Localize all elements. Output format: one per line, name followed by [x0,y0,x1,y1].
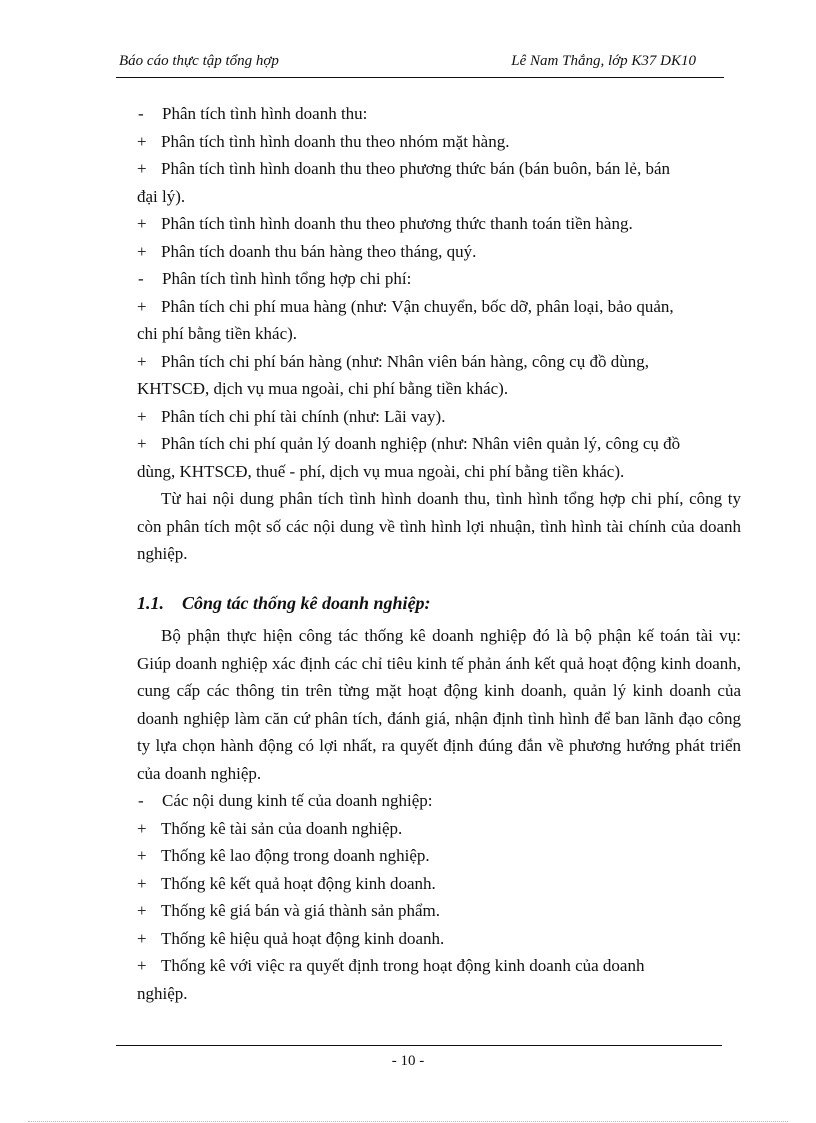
list-item [137,375,741,403]
list-item-text: Phân tích tình hình doanh thu: [162,104,368,123]
list-marker: - [138,791,144,810]
list-item [137,870,741,898]
list-item-text: Phân tích chi phí mua hàng (như: Vận chuyển, bốc dỡ, phân loại, bảo quản, [161,296,674,316]
list-item [137,183,741,211]
section-title: Công tác thống kê doanh nghiệp: [182,593,431,613]
list-marker: + [137,818,147,838]
list-item-text: Thống kê lao động trong doanh nghiệp. [161,846,430,865]
footer-divider [116,1045,722,1046]
list-item-text: Thống kê tài sản của doanh nghiệp. [161,818,403,838]
list-item-text: đại lý). [137,186,186,206]
list-marker: - [138,269,144,288]
list-marker: + [137,131,147,151]
list-marker: + [137,296,147,316]
list-item [137,100,741,128]
list-item-text: Phân tích chi phí tài chính (như: Lãi vay). [161,406,446,426]
list-item [137,897,741,925]
list-item [137,980,741,1008]
list-marker: - [138,104,144,123]
list-item [137,265,741,293]
list-marker: + [137,928,147,948]
paragraph-summary: Từ hai nội dung phân tích tình hình doanh thu, tình hình tổng hợp chi phí, công ty còn phân tích một số các nội dung về tình hình lợi nhuận, tình hình tài chính của doanh nghiệp. [137,489,741,563]
list-item [137,815,741,843]
list-item-text: Phân tích tình hình doanh thu theo phương thức thanh toán tiền hàng. [161,214,633,233]
list-marker: + [137,956,147,975]
list-item-text: Phân tích tình hình tổng hợp chi phí: [162,269,412,288]
list-item [137,430,741,458]
list-item [137,348,741,376]
list-marker: + [137,241,147,261]
list-item [137,128,741,156]
list-item-text: KHTSCĐ, dịch vụ mua ngoài, chi phí bằng tiền khác). [137,379,509,398]
list-item [137,403,741,431]
list-item-text: Phân tích chi phí bán hàng (như: Nhân viên bán hàng, công cụ đồ dùng, [161,351,649,371]
list-marker: + [137,214,147,233]
list-marker: + [137,873,147,893]
list-item-text: chi phí bằng tiền khác). [137,324,298,343]
list-item-text: Thống kê kết quả hoạt động kinh doanh. [161,873,436,893]
section-heading [137,593,741,614]
list-item [137,925,741,953]
list-item [137,155,741,183]
header-divider [116,77,724,78]
list-item [137,293,741,321]
list-item-text: nghiệp. [137,983,188,1003]
list-item-text: Thống kê giá bán và giá thành sản phẩm. [161,901,441,920]
header-report-title: Báo cáo thực tập tổng hợp [119,53,279,69]
list-item-text: Phân tích tình hình doanh thu theo phương thức bán (bán buôn, bán lẻ, bán [161,159,670,178]
list-item [137,320,741,348]
list-item-text: dùng, KHTSCĐ, thuế - phí, dịch vụ mua ngoài, chi phí bằng tiền khác). [137,461,625,481]
list-item-text: Phân tích tình hình doanh thu theo nhóm mặt hàng. [161,131,510,151]
list-item-text: Các nội dung kinh tế của doanh nghiệp: [162,791,433,810]
list-marker: + [137,159,147,178]
body-section-statistics [137,622,741,1007]
list-marker: + [137,406,147,426]
body-section-analysis [137,100,741,568]
list-item-text: Thống kê hiệu quả hoạt động kinh doanh. [161,928,445,948]
list-marker: + [137,846,147,865]
list-item [137,210,741,238]
list-item [137,842,741,870]
list-marker: + [137,351,147,371]
statistics-list [137,787,741,1007]
header-author: Lê Nam Thắng, lớp K37 DK10 [511,53,696,69]
section-number: 1.1. [137,593,164,613]
analysis-list [137,100,741,485]
list-item [137,787,741,815]
list-item-text: Phân tích doanh thu bán hàng theo tháng, quý. [161,241,477,261]
list-marker: + [137,434,147,453]
paragraph-statistics: Bộ phận thực hiện công tác thống kê doanh nghiệp đó là bộ phận kế toán tài vụ: Giúp doanh nghiệp xác định các chỉ tiêu kinh tế phản ánh kết quả hoạt động kinh doanh, cung cấp các thông tin trên từng mặt hoạt động kinh doanh, quản lý kinh doanh của doanh nghiệp làm căn cứ phân tích, đánh giá, nhận định tình hình để ban lãnh đạo công ty lựa chọn hành động có lợi nhất, ra quyết định đúng đắn về phương hướng phát triển của doanh nghiệp. [137,626,741,783]
list-item [137,238,741,266]
list-item [137,458,741,486]
list-item-text: Thống kê với việc ra quyết định trong hoạt động kinh doanh của doanh [161,956,645,975]
page-bottom-border [28,1121,788,1122]
list-item-text: Phân tích chi phí quản lý doanh nghiệp (như: Nhân viên quản lý, công cụ đồ [161,434,681,453]
list-item [137,952,741,980]
page-number: - 10 - [391,1053,425,1069]
page-header [116,52,724,74]
list-marker: + [137,901,147,920]
